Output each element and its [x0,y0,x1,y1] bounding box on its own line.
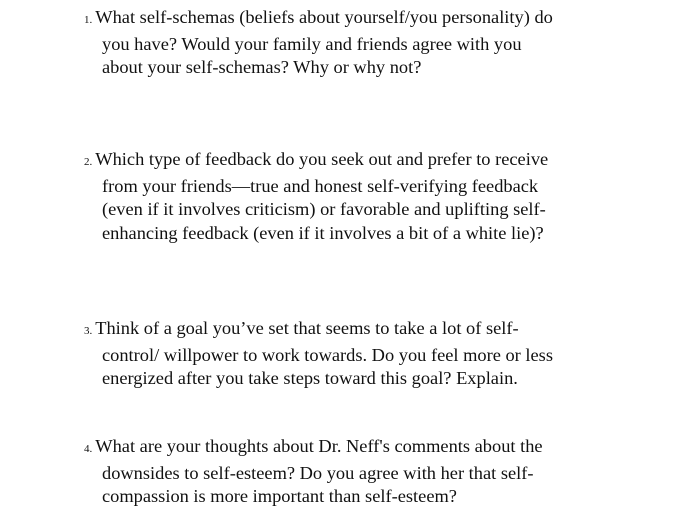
question-text: What self-schemas (beliefs about yourself/you personality) do [95,7,553,27]
question-text: (even if it involves criticism) or favorable and uplifting self- [102,199,546,219]
question-line [84,317,684,344]
question-text: from your friends—true and honest self-verifying feedback [102,175,539,196]
question-2 [84,148,684,245]
question-number: 3. [84,325,93,337]
question-text: you have? Would your family and friends agree with you [102,33,522,54]
question-text: about your self-schemas? Why or why not? [102,57,422,77]
question-text: control/ willpower to work towards. Do you feel more or less [102,344,553,365]
question-line [84,6,684,33]
question-text: downsides to self-esteem? Do you agree with her that self- [102,462,534,483]
question-text: enhancing feedback (even if it involves a bit of a white lie)? [102,222,544,243]
question-text: Which type of feedback do you seek out and prefer to receive [95,149,549,169]
question-1 [84,6,684,80]
question-text: energized after you take steps toward this goal? Explain. [102,368,518,388]
question-number: 2. [84,156,93,168]
question-text: Think of a goal you’ve set that seems to take a lot of self- [95,318,519,338]
question-number: 1. [84,14,93,26]
question-4 [84,435,684,509]
question-line [84,148,684,175]
question-number: 4. [84,443,93,455]
question-text: What are your thoughts about Dr. Neff's comments about the [95,436,543,456]
question-3 [84,317,684,391]
question-text: compassion is more important than self-esteem? [102,486,457,506]
question-line [84,435,684,462]
